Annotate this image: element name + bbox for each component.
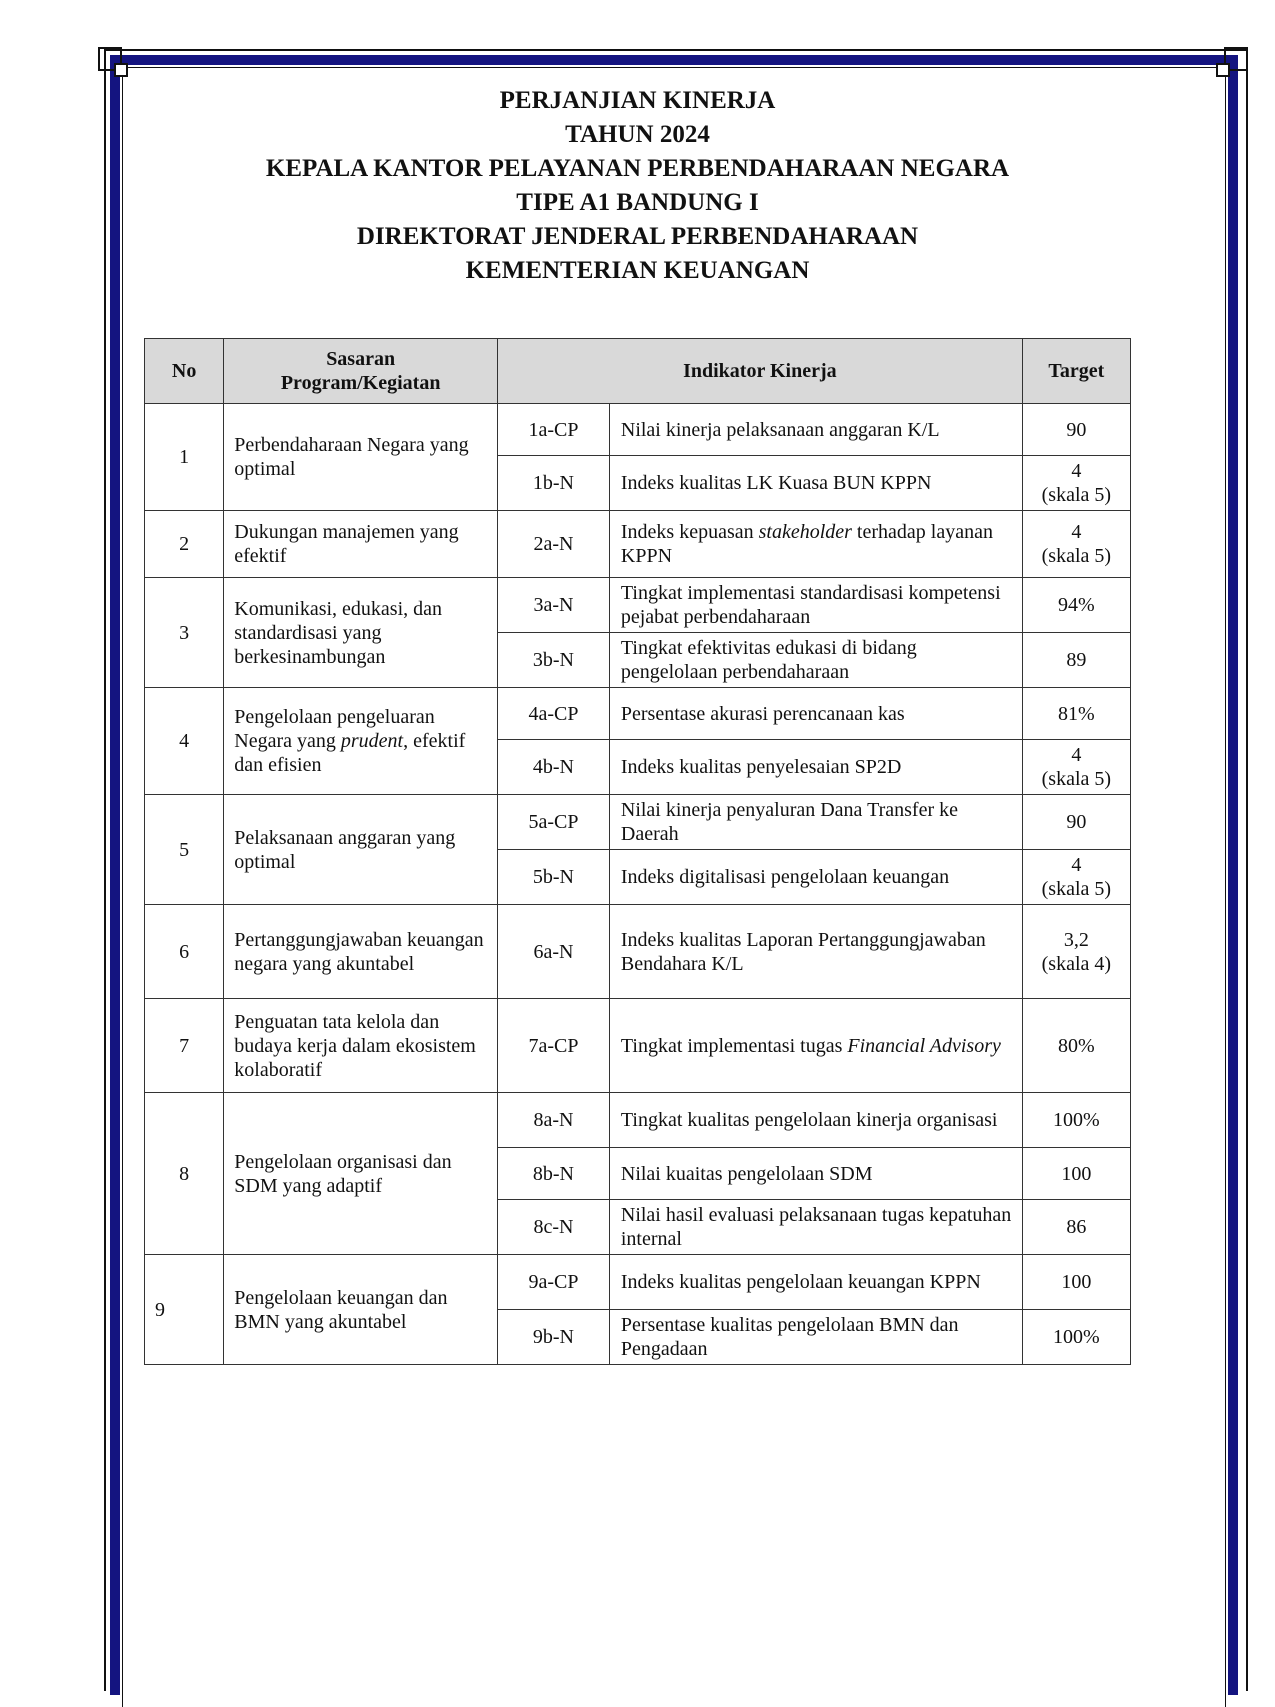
indicator-code: 8b-N [498, 1148, 610, 1200]
corner-ornament-right-inner [1216, 63, 1230, 77]
indicator-target: 89 [1022, 633, 1130, 688]
row-sasaran: Dukungan manajemen yang efektif [224, 511, 498, 578]
title-line: KEMENTERIAN KEUANGAN [465, 257, 810, 284]
indicator-text: Persentase akurasi perencanaan kas [609, 688, 1022, 740]
row-no: 2 [145, 511, 224, 578]
row-no: 4 [145, 688, 224, 795]
indicator-target [1022, 456, 1130, 511]
indicator-text-post: terhadap layanan KPPN [620, 521, 993, 567]
title-line: KEPALA KANTOR PELAYANAN PERBENDAHARAAN NEGARA [265, 155, 1010, 182]
indicator-code: 1b-N [498, 456, 610, 511]
sasaran-text-pre: Pengelolaan pengeluaran Negara yang [234, 706, 435, 752]
indicator-code: 5b-N [498, 850, 610, 905]
table-row [145, 688, 1131, 740]
target-scale: (skala 5) [1041, 768, 1112, 790]
indicator-text: Nilai kinerja pelaksanaan anggaran K/L [609, 404, 1022, 456]
row-sasaran: Perbendaharaan Negara yang optimal [224, 404, 498, 511]
table-row [145, 404, 1131, 456]
indicator-target: 94% [1022, 578, 1130, 633]
header-sasaran [224, 339, 498, 404]
indicator-code: 5a-CP [498, 795, 610, 850]
indicator-text-pre: Indeks kepuasan [620, 521, 759, 543]
table-header-row [145, 339, 1131, 404]
table-row [145, 1255, 1131, 1310]
target-value: 3,2 [1063, 928, 1089, 951]
indicator-text [609, 511, 1022, 578]
header-sasaran-line1: Sasaran [326, 348, 396, 370]
indicator-text-italic: Financial Advisory [847, 1034, 1001, 1057]
indicator-target: 80% [1022, 999, 1130, 1093]
indicator-code: 9b-N [498, 1310, 610, 1365]
indicator-code: 1a-CP [498, 404, 610, 456]
indicator-code: 8a-N [498, 1093, 610, 1148]
indicator-target: 100 [1022, 1255, 1130, 1310]
row-no: 8 [145, 1093, 224, 1255]
row-no: 3 [145, 578, 224, 688]
table-row [145, 1093, 1131, 1148]
indicator-target: 90 [1022, 795, 1130, 850]
indicator-text: Persentase kualitas pengelolaan BMN dan Pengadaan [609, 1310, 1022, 1365]
row-sasaran: Pertanggungjawaban keuangan negara yang akuntabel [224, 905, 498, 999]
header-sasaran-line2: Program/Kegiatan [280, 372, 441, 394]
target-value: 4 [1071, 744, 1082, 766]
row-no: 7 [145, 999, 224, 1093]
indicator-text: Nilai kinerja penyaluran Dana Transfer ke Daerah [609, 795, 1022, 850]
table-row [145, 578, 1131, 633]
row-sasaran: Komunikasi, edukasi, dan standardisasi yang berkesinambungan [224, 578, 498, 688]
row-sasaran [224, 688, 498, 795]
indicator-code: 3a-N [498, 578, 610, 633]
indicator-code: 7a-CP [498, 999, 610, 1093]
indicator-code: 6a-N [498, 905, 610, 999]
sasaran-text-post: , efektif dan efisien [234, 730, 466, 776]
indicator-target [1022, 511, 1130, 578]
indicator-code: 4b-N [498, 740, 610, 795]
indicator-target: 100% [1022, 1310, 1130, 1365]
document-title [140, 84, 1135, 288]
indicator-text: Indeks kualitas LK Kuasa BUN KPPN [609, 456, 1022, 511]
indicator-text: Indeks digitalisasi pengelolaan keuangan [609, 850, 1022, 905]
title-line: PERJANJIAN KINERJA [499, 87, 776, 114]
indicator-target [1022, 905, 1130, 999]
indicator-text [609, 999, 1022, 1093]
indicator-text: Nilai kuaitas pengelolaan SDM [609, 1148, 1022, 1200]
title-line: DIREKTORAT JENDERAL PERBENDAHARAAN [356, 223, 919, 250]
target-scale: (skala 5) [1041, 545, 1112, 567]
indicator-code: 3b-N [498, 633, 610, 688]
target-value: 4 [1071, 460, 1082, 482]
indicator-target [1022, 740, 1130, 795]
indicator-target: 81% [1022, 688, 1130, 740]
row-no: 9 [145, 1255, 224, 1365]
indicator-text: Nilai hasil evaluasi pelaksanaan tugas kepatuhan internal [609, 1200, 1022, 1255]
row-sasaran: Pengelolaan organisasi dan SDM yang adaptif [224, 1093, 498, 1255]
target-scale: (skala 5) [1041, 484, 1112, 506]
row-sasaran: Pengelolaan keuangan dan BMN yang akuntabel [224, 1255, 498, 1365]
indicator-target: 100 [1022, 1148, 1130, 1200]
target-scale: (skala 5) [1041, 878, 1112, 900]
sasaran-text-italic: prudent [340, 730, 404, 752]
corner-ornament-left-inner [114, 63, 128, 77]
row-sasaran: Penguatan tata kelola dan budaya kerja dalam ekosistem kolaboratif [224, 999, 498, 1093]
indicator-text: Tingkat kualitas pengelolaan kinerja organisasi [609, 1093, 1022, 1148]
indicator-code: 2a-N [498, 511, 610, 578]
indicator-text: Indeks kualitas pengelolaan keuangan KPPN [609, 1255, 1022, 1310]
indicator-target: 100% [1022, 1093, 1130, 1148]
row-sasaran: Pelaksanaan anggaran yang optimal [224, 795, 498, 905]
indicator-text: Tingkat implementasi standardisasi kompetensi pejabat perbendaharaan [609, 578, 1022, 633]
header-no: No [145, 339, 224, 404]
row-no: 1 [145, 404, 224, 511]
target-scale: (skala 4) [1041, 952, 1112, 975]
title-line: TIPE A1 BANDUNG I [516, 189, 759, 216]
indicator-code: 9a-CP [498, 1255, 610, 1310]
indicator-text: Indeks kualitas penyelesaian SP2D [609, 740, 1022, 795]
table-row [145, 511, 1131, 578]
performance-table [144, 338, 1131, 1365]
table-row [145, 795, 1131, 850]
indicator-text: Indeks kualitas Laporan Pertanggungjawaban Bendahara K/L [609, 905, 1022, 999]
table-row [145, 905, 1131, 999]
indicator-text-pre: Tingkat implementasi tugas [620, 1034, 848, 1057]
indicator-target [1022, 850, 1130, 905]
indicator-code: 4a-CP [498, 688, 610, 740]
header-target: Target [1022, 339, 1130, 404]
indicator-code: 8c-N [498, 1200, 610, 1255]
indicator-target: 86 [1022, 1200, 1130, 1255]
table-row [145, 999, 1131, 1093]
indicator-target: 90 [1022, 404, 1130, 456]
row-no: 6 [145, 905, 224, 999]
target-value: 4 [1071, 521, 1082, 543]
indicator-text: Tingkat efektivitas edukasi di bidang pengelolaan perbendaharaan [609, 633, 1022, 688]
indicator-text-italic: stakeholder [758, 521, 852, 543]
title-line: TAHUN 2024 [565, 121, 710, 148]
header-indikator: Indikator Kinerja [498, 339, 1023, 404]
row-no: 5 [145, 795, 224, 905]
target-value: 4 [1071, 854, 1082, 876]
